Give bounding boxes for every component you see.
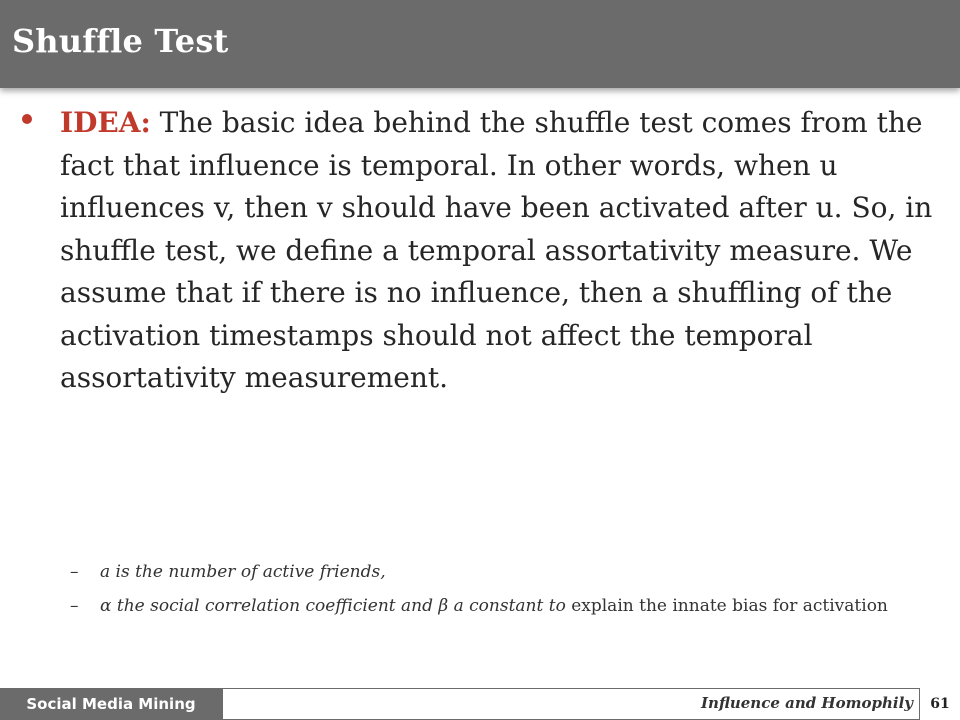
main-bullet <box>22 102 950 400</box>
footer-topic: Influence and Homophily <box>701 694 913 712</box>
idea-body: The basic idea behind the shuffle test comes from the fact that influence is temporal. In other words, when u influences v, then v should have been activated after u. So, in shuffle test, we define a temporal assortativity measure. We assume that if there is no influence, then a shuffling of the activation timestamps should not affect the temporal assortativity measurement. <box>60 106 933 394</box>
bullet-text <box>60 102 950 400</box>
sub-item-text: explain the innate bias for activation <box>565 596 888 616</box>
idea-label: IDEA: <box>60 106 151 139</box>
title-bar <box>0 0 960 88</box>
dash-icon: – <box>70 562 79 582</box>
page-number: 61 <box>930 696 950 712</box>
sub-item-italic: a is the number of active friends, <box>100 562 386 582</box>
footer-bar <box>222 688 920 720</box>
footer-course-label: Social Media Mining <box>0 688 222 720</box>
bullet-dot-icon <box>22 114 32 124</box>
sub-list <box>70 560 930 628</box>
dash-icon: – <box>70 596 79 616</box>
sub-item <box>70 594 930 618</box>
slide-title: Shuffle Test <box>12 22 229 60</box>
sub-item-italic: α the social correlation coefficient and β a constant to <box>100 596 566 616</box>
sub-item <box>70 560 930 584</box>
